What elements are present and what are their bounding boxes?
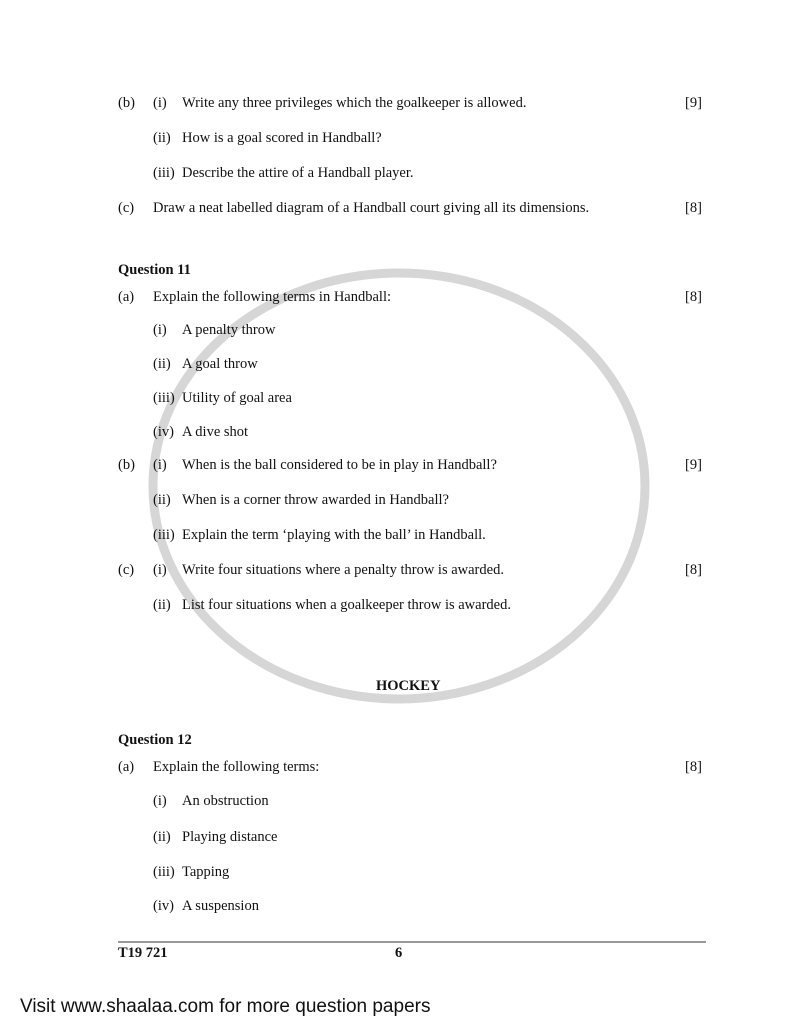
question-text: Write four situations where a penalty throw is awarded. <box>182 562 504 578</box>
question-text: Draw a neat labelled diagram of a Handball court giving all its dimensions. <box>153 200 590 216</box>
question-text: A suspension <box>182 898 259 914</box>
subpart-label: (iv) <box>153 424 174 440</box>
subpart-label: (ii) <box>153 597 171 613</box>
question-text: When is the ball considered to be in play in Handball? <box>182 457 497 473</box>
question-text: A goal throw <box>182 356 258 372</box>
subpart-label: (iii) <box>153 527 175 543</box>
subpart-label: (ii) <box>153 356 171 372</box>
question-text: When is a corner throw awarded in Handball? <box>182 492 449 508</box>
paper-code: T19 721 <box>118 945 168 961</box>
subpart-label: (i) <box>153 562 167 578</box>
subpart-label: (iii) <box>153 864 175 880</box>
question-part-label: (b) <box>118 457 135 473</box>
subpart-label: (ii) <box>153 829 171 845</box>
question-heading: Question 11 <box>118 262 191 278</box>
marks: [8] <box>685 200 702 216</box>
question-text: Utility of goal area <box>182 390 292 406</box>
question-text: A dive shot <box>182 424 249 440</box>
footer-rule <box>118 941 706 943</box>
question-text: Explain the following terms in Handball: <box>153 289 391 305</box>
subpart-label: (i) <box>153 793 167 809</box>
marks: [8] <box>685 289 702 305</box>
subpart-label: (iv) <box>153 898 174 914</box>
question-part-label: (c) <box>118 200 135 216</box>
question-part-label: (c) <box>118 562 135 578</box>
subpart-label: (ii) <box>153 492 171 508</box>
question-text: How is a goal scored in Handball? <box>182 130 382 146</box>
shaalaa-banner[interactable]: Visit www.shaalaa.com for more question papers <box>20 996 431 1017</box>
marks: [9] <box>685 95 702 111</box>
question-text: A penalty throw <box>182 322 276 338</box>
section-heading: HOCKEY <box>376 678 441 694</box>
marks: [8] <box>685 562 702 578</box>
subpart-label: (iii) <box>153 165 175 181</box>
question-text: Tapping <box>182 864 230 880</box>
question-text: List four situations when a goalkeeper throw is awarded. <box>182 597 511 613</box>
question-text: Write any three privileges which the goalkeeper is allowed. <box>182 95 527 111</box>
marks: [8] <box>685 759 702 775</box>
subpart-label: (i) <box>153 322 167 338</box>
question-part-label: (a) <box>118 759 135 775</box>
subpart-label: (i) <box>153 95 167 111</box>
question-part-label: (a) <box>118 289 135 305</box>
subpart-label: (iii) <box>153 390 175 406</box>
question-text: Explain the term ‘playing with the ball’ in Handball. <box>182 527 486 543</box>
subpart-label: (i) <box>153 457 167 473</box>
subpart-label: (ii) <box>153 130 171 146</box>
question-text: An obstruction <box>182 793 269 809</box>
question-text: Playing distance <box>182 829 278 845</box>
question-text: Explain the following terms: <box>153 759 320 775</box>
marks: [9] <box>685 457 702 473</box>
page-number: 6 <box>395 945 403 961</box>
question-text: Describe the attire of a Handball player. <box>182 165 414 181</box>
question-heading: Question 12 <box>118 732 192 748</box>
question-part-label: (b) <box>118 95 135 111</box>
